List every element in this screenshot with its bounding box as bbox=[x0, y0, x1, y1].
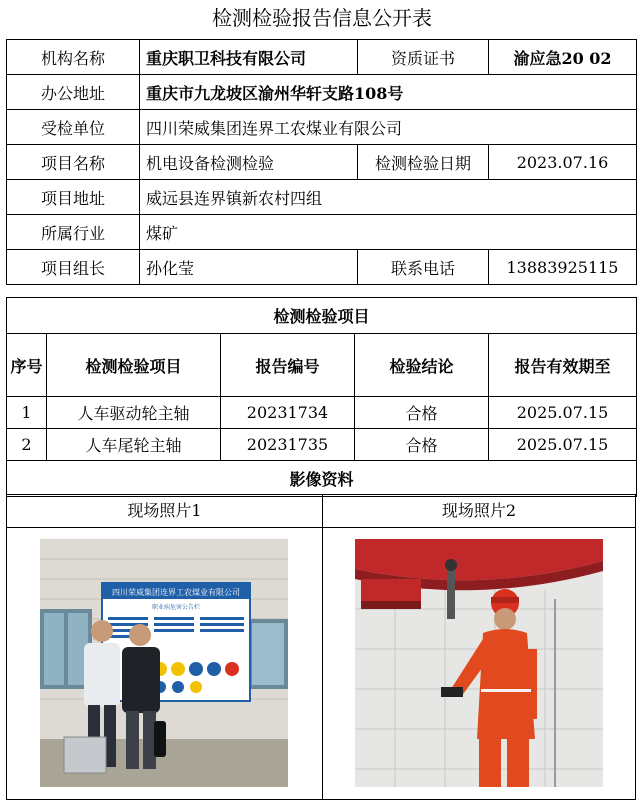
row-item: 人车驱动轮主轴 bbox=[47, 397, 221, 429]
industry-label: 所属行业 bbox=[7, 215, 140, 250]
header-item: 检测检验项目 bbox=[47, 334, 221, 397]
photo-2-panel bbox=[323, 495, 635, 799]
page-title: 检测检验报告信息公开表 bbox=[212, 6, 432, 30]
photo-1 bbox=[40, 539, 288, 787]
row-valid-until: 2025.07.15 bbox=[489, 429, 637, 461]
row-conclusion: 合格 bbox=[355, 397, 489, 429]
row-report-no: 20231734 bbox=[221, 397, 355, 429]
client-value: 四川荣威集团连界工农煤业有限公司 bbox=[140, 110, 637, 145]
row-index: 2 bbox=[7, 429, 47, 461]
row-report-no: 20231735 bbox=[221, 429, 355, 461]
row-index: 1 bbox=[7, 397, 47, 429]
images-section-title: 影像资料 bbox=[7, 461, 637, 497]
org-value: 重庆职卫科技有限公司 bbox=[140, 40, 358, 75]
industry-value: 煤矿 bbox=[140, 215, 637, 250]
address-value: 重庆市九龙坡区渝州华轩支路108号 bbox=[140, 75, 637, 110]
header-index: 序号 bbox=[7, 334, 47, 397]
site-label: 项目地址 bbox=[7, 180, 140, 215]
phone-label: 联系电话 bbox=[358, 250, 489, 285]
header-conclusion: 检验结论 bbox=[355, 334, 489, 397]
cert-label: 资质证书 bbox=[358, 40, 489, 75]
photo-1-image bbox=[40, 539, 288, 787]
cert-value: 渝应急20 02 bbox=[489, 40, 637, 75]
site-value: 威远县连界镇新农村四组 bbox=[140, 180, 637, 215]
photo-2-image bbox=[355, 539, 603, 787]
photo-2-caption: 现场照片2 bbox=[323, 495, 635, 528]
table-row bbox=[7, 429, 637, 461]
photo-1-caption: 现场照片1 bbox=[7, 495, 322, 528]
items-table bbox=[6, 297, 637, 497]
project-value: 机电设备检测检验 bbox=[140, 145, 358, 180]
table-row bbox=[7, 397, 637, 429]
photos-section bbox=[6, 494, 636, 800]
board-subtitle: 职业病危害公告栏 bbox=[151, 604, 201, 611]
address-label: 办公地址 bbox=[7, 75, 140, 110]
header-valid-until: 报告有效期至 bbox=[489, 334, 637, 397]
board-title: 四川荣威集团连界工农煤业有限公司 bbox=[112, 588, 240, 597]
date-label: 检测检验日期 bbox=[358, 145, 489, 180]
header-report-no: 报告编号 bbox=[221, 334, 355, 397]
items-section-title: 检测检验项目 bbox=[7, 298, 637, 334]
phone-value: 13883925115 bbox=[489, 250, 637, 285]
leader-label: 项目组长 bbox=[7, 250, 140, 285]
date-value: 2023.07.16 bbox=[489, 145, 637, 180]
project-label: 项目名称 bbox=[7, 145, 140, 180]
org-label: 机构名称 bbox=[7, 40, 140, 75]
row-item: 人车尾轮主轴 bbox=[47, 429, 221, 461]
row-valid-until: 2025.07.15 bbox=[489, 397, 637, 429]
info-table bbox=[6, 39, 637, 285]
photo-2 bbox=[355, 539, 603, 787]
photo-1-panel bbox=[7, 495, 323, 799]
row-conclusion: 合格 bbox=[355, 429, 489, 461]
client-label: 受检单位 bbox=[7, 110, 140, 145]
leader-value: 孙化莹 bbox=[140, 250, 358, 285]
